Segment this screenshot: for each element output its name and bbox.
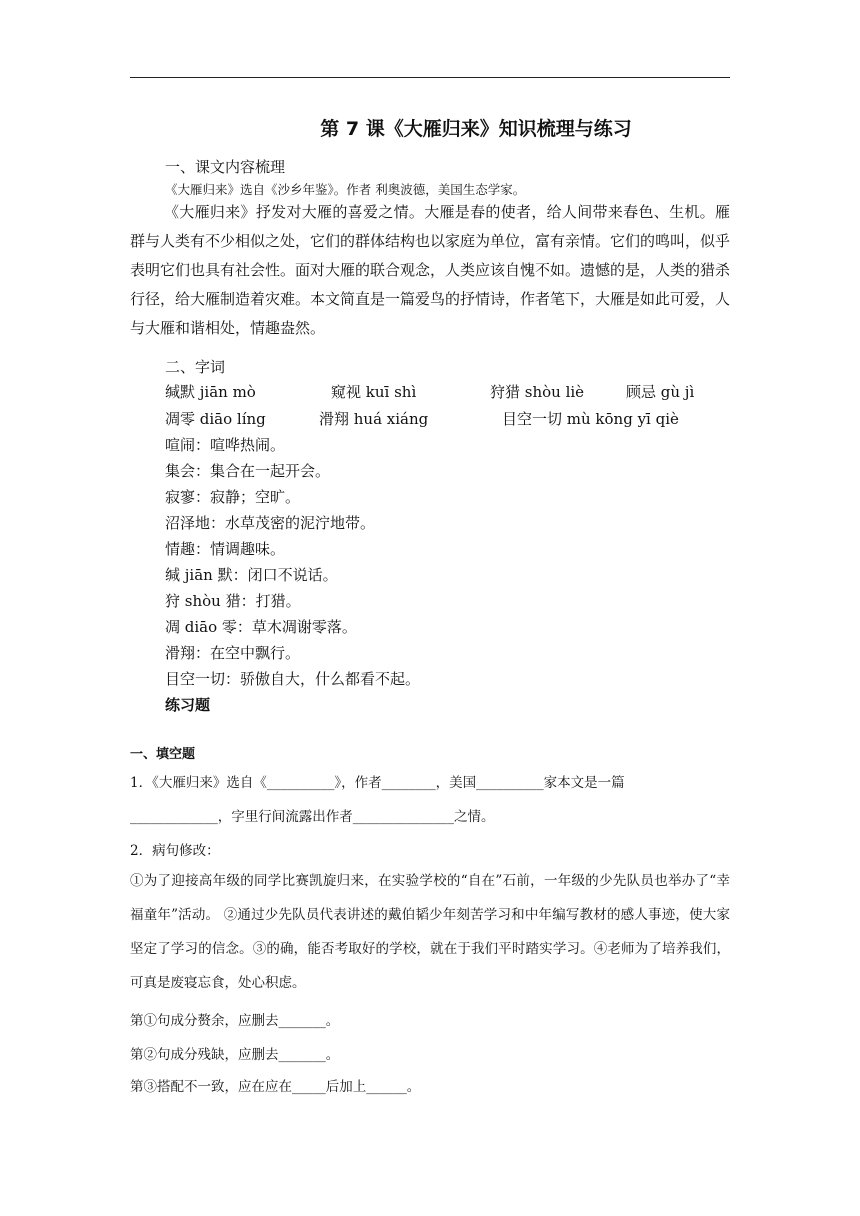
header-rule: [130, 77, 730, 78]
vocab-item: 顾忌 gù jì: [626, 383, 695, 401]
vocab-item: 凋零 diāo líng: [165, 410, 266, 428]
vocab-item: 滑翔 huá xiáng: [319, 410, 429, 428]
definition-item: 狩 shòu 猎：打猎。: [165, 592, 301, 610]
fill-blank-section-title: 一、填空题: [130, 747, 196, 762]
vocab-item: 狩猎 shòu liè: [490, 383, 585, 401]
question-1-line-2: _____________，字里行间流露出作者_______________之情。: [130, 809, 495, 825]
vocab-row: [165, 408, 730, 430]
summary-paragraph: 《大雁归来》抒发对大雁的喜爱之情。大雁是春的使者，给人间带来春色、生机。雁群与人类有不少相似之处，它们的群体结构也以家庭为单位，富有亲情。它们的鸣叫，似乎表明它们也具有社会性。面对大雁的联合观念，人类应该自愧不如。遗憾的是，人类的猎杀行径，给大雁制造着灾难。本文简直是一篇爱鸟的抒情诗，作者笔下，大雁是如此可爱，人与大雁和谐相处，情趣盎然。: [130, 203, 731, 337]
definition-item: 喧闹：喧哗热闹。: [165, 436, 286, 454]
source-line: 《大雁归来》选自《沙乡年鉴》。作者 利奥波德，美国生态学家。: [165, 182, 526, 197]
vocab-item: 缄默 jiān mò: [165, 383, 256, 401]
definition-item: 目空一切：骄傲自大，什么都看不起。: [165, 670, 421, 688]
answer-line: 第①句成分赘余，应删去_______。: [130, 1013, 340, 1029]
vocab-item: 窥视 kuī shì: [331, 383, 417, 401]
page-title: 第 7 课《大雁归来》知识梳理与练习: [320, 118, 632, 140]
definition-item: 凋 diāo 零：草木凋谢零落。: [165, 618, 357, 636]
answer-line: 第③搭配不一致，应在应在_____后加上______。: [130, 1079, 421, 1095]
definition-item: 情趣：情调趣味。: [165, 540, 286, 558]
vocab-item: 目空一切 mù kōng yī qiè: [502, 410, 679, 428]
definition-item: 集会：集合在一起开会。: [165, 462, 331, 480]
definition-item: 缄 jiān 默：闭口不说话。: [165, 566, 338, 584]
answer-line: 第②句成分残缺，应删去_______。: [130, 1047, 340, 1063]
question-2-label: 2．病句修改：: [130, 843, 220, 859]
definition-item: 沼泽地：水草茂密的泥泞地带。: [165, 514, 376, 532]
exercises-heading: 练习题: [165, 696, 211, 714]
definition-item: 滑翔：在空中飘行。: [165, 644, 301, 662]
definition-item: 寂寥：寂静；空旷。: [165, 488, 301, 506]
question-1-line-1: 1．《大雁归来》选自《__________》，作者________，美国__________家本文是一篇: [130, 775, 625, 791]
section-heading-vocab: 二、字词: [165, 358, 226, 376]
vocab-row: [165, 381, 730, 403]
question-2-paragraph: ①为了迎接高年级的同学比赛凯旋归来，在实验学校的“自在”石前，一年级的少先队员也举办了“幸福童年”活动。 ②通过少先队员代表讲述的戴伯韬少年刻苦学习和中年编写教材的感人事迹，使大家坚定了学习的信念。③的确，能否考取好的学校，就在于我们平时踏实学习。④老师为了培养我们，可真是废寝忘食，处心积虑。: [130, 873, 730, 991]
section-heading-content: 一、课文内容梳理: [165, 158, 286, 176]
